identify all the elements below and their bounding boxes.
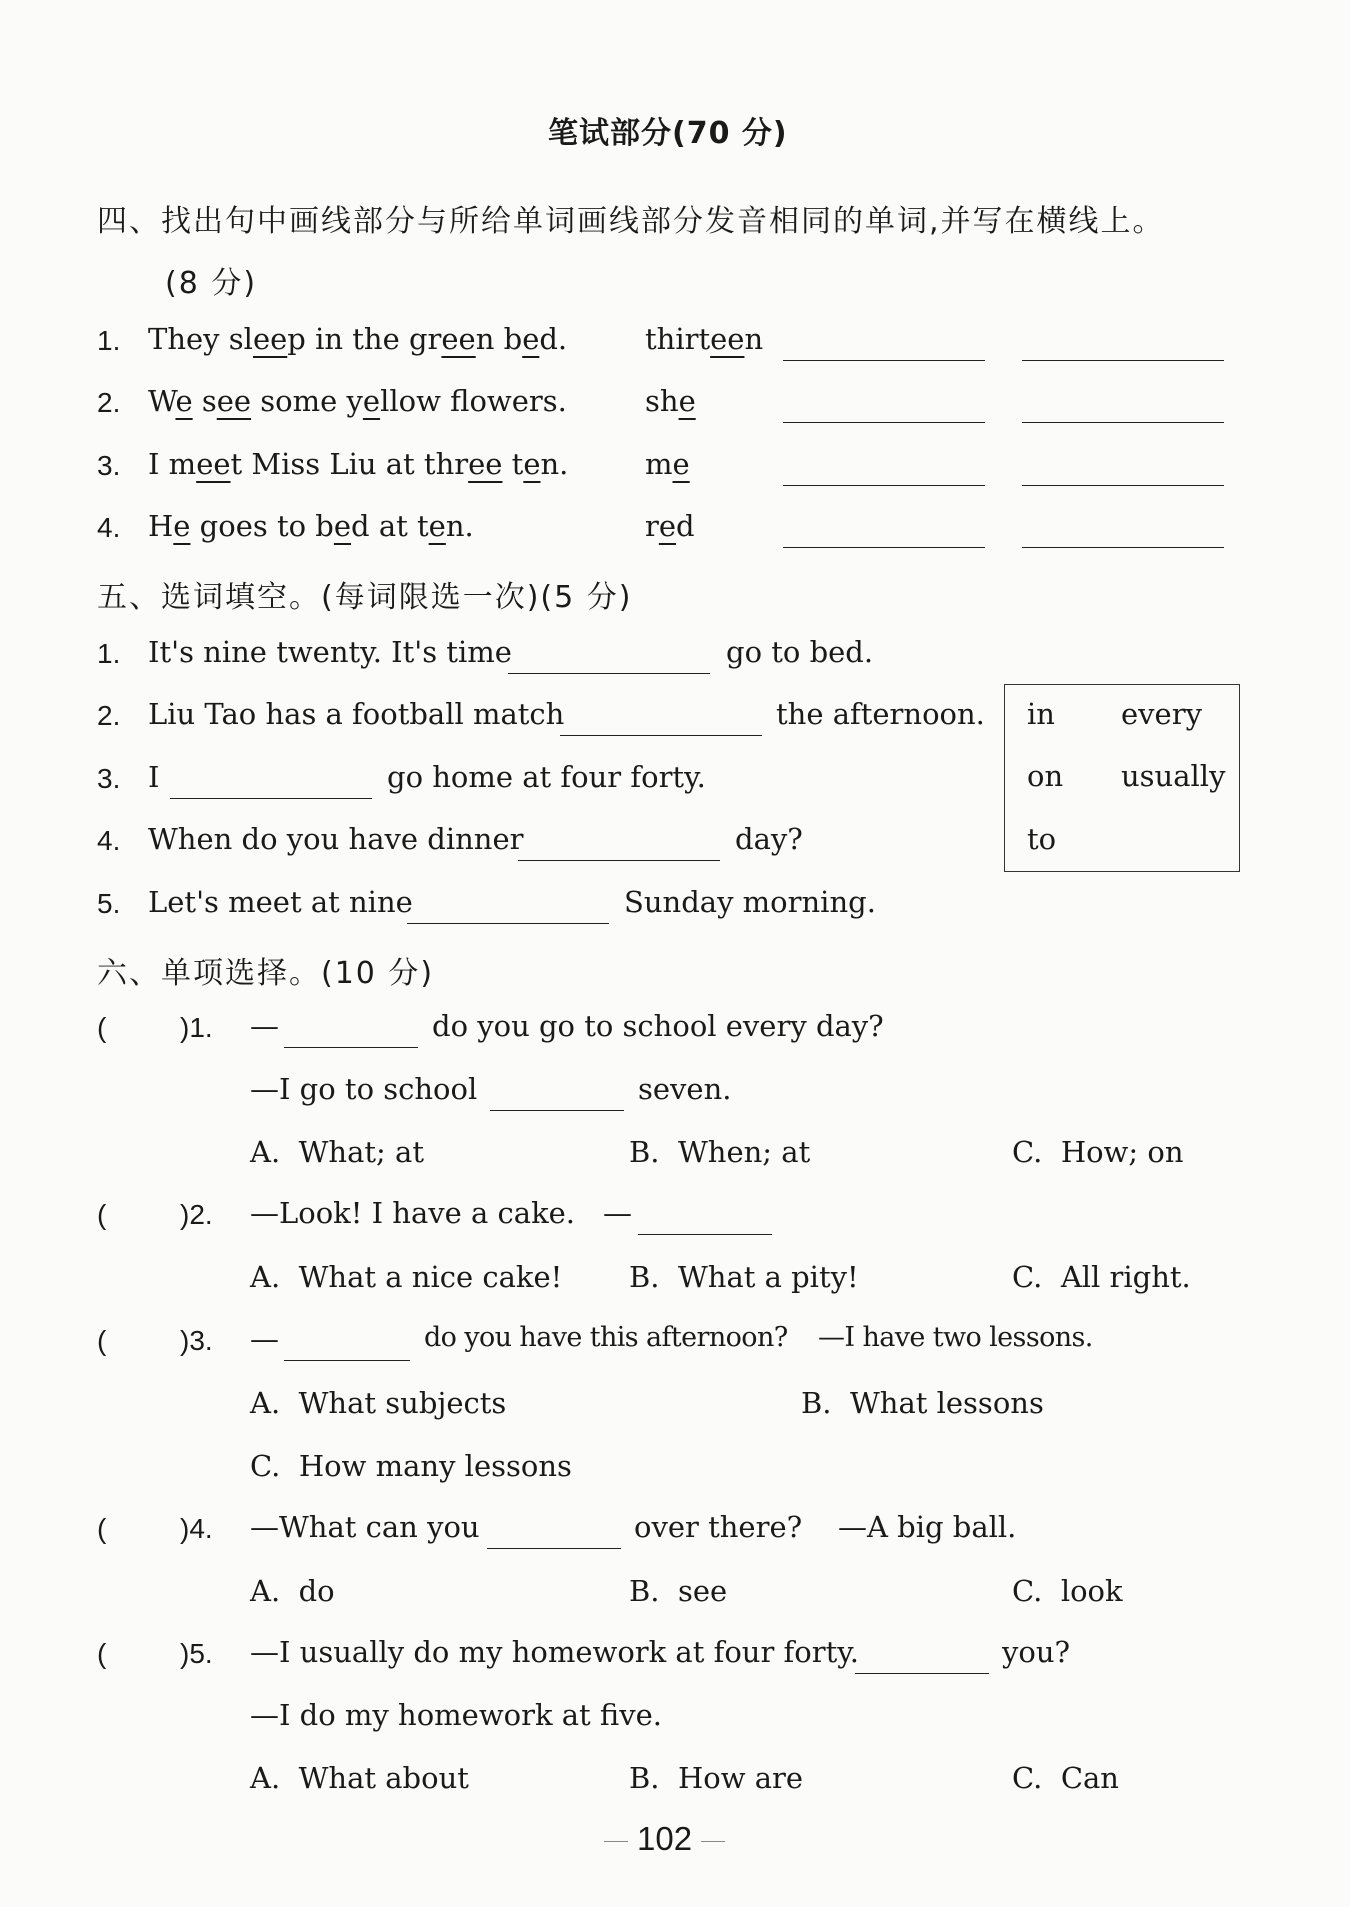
- question-text: do you go to school every day?: [432, 1009, 884, 1043]
- page-title: 笔试部分(70 分): [548, 116, 788, 151]
- answer-paren[interactable]: (: [97, 1638, 107, 1669]
- answer-paren[interactable]: (: [97, 1199, 107, 1230]
- question-blank[interactable]: [855, 1673, 989, 1674]
- answer-paren[interactable]: (: [97, 1012, 107, 1043]
- item-number: 3.: [97, 763, 121, 794]
- sentence-before: Let's meet at nine: [148, 885, 413, 919]
- option-a[interactable]: A. What subjects: [250, 1386, 507, 1420]
- section-4-heading: 四、找出句中画线部分与所给单词画线部分发音相同的单词,并写在横线上。: [97, 204, 1165, 239]
- option-b[interactable]: B. What lessons: [801, 1386, 1044, 1420]
- item-number: 4.: [97, 825, 121, 856]
- word-option: to: [1027, 822, 1057, 856]
- answer-blank-1[interactable]: [783, 547, 985, 548]
- question-text: —I do my homework at five.: [250, 1698, 663, 1732]
- option-c[interactable]: C. All right.: [1012, 1260, 1191, 1294]
- given-word: she: [645, 384, 696, 418]
- item-number: 3.: [97, 450, 121, 481]
- sentence: He goes to bed at ten.: [148, 509, 474, 543]
- option-a[interactable]: A. do: [250, 1574, 335, 1608]
- item-number: 2.: [97, 387, 121, 418]
- sentence: We see some yellow flowers.: [148, 384, 567, 418]
- option-c[interactable]: C. How many lessons: [250, 1449, 572, 1483]
- fill-blank-4[interactable]: [518, 860, 720, 861]
- answer-blank-2[interactable]: [1022, 360, 1224, 361]
- sentence-after: go to bed.: [726, 635, 874, 669]
- word-option: on: [1027, 759, 1064, 793]
- word-option: in: [1027, 697, 1055, 731]
- option-a[interactable]: A. What about: [250, 1761, 469, 1795]
- section-6-heading: 六、单项选择。(10 分): [97, 956, 435, 991]
- word-option: usually: [1121, 759, 1226, 793]
- option-c[interactable]: C. Can: [1012, 1761, 1119, 1795]
- word-box: [1004, 684, 1240, 872]
- fill-blank-1[interactable]: [508, 673, 710, 674]
- answer-blank-1[interactable]: [783, 422, 985, 423]
- option-a[interactable]: A. What a nice cake!: [250, 1260, 563, 1294]
- option-a[interactable]: A. What; at: [250, 1135, 424, 1169]
- sentence: I meet Miss Liu at three ten.: [148, 447, 569, 481]
- question-text: —: [603, 1196, 632, 1230]
- page-number-dash-right: [701, 1841, 725, 1842]
- question-text: —: [250, 1009, 279, 1043]
- item-number: 4.: [97, 512, 121, 543]
- item-number: 1.: [97, 638, 121, 669]
- option-c[interactable]: C. How; on: [1012, 1135, 1184, 1169]
- question-text: —A big ball.: [838, 1510, 1017, 1544]
- item-number: 5.: [97, 888, 121, 919]
- question-blank[interactable]: [487, 1548, 621, 1549]
- question-number: )5.: [180, 1638, 213, 1669]
- answer-blank-2[interactable]: [1022, 547, 1224, 548]
- answer-paren[interactable]: (: [97, 1325, 107, 1356]
- answer-paren[interactable]: (: [97, 1513, 107, 1544]
- sentence-after: day?: [735, 822, 803, 856]
- item-number: 2.: [97, 700, 121, 731]
- sentence: They sleep in the green bed.: [148, 322, 568, 356]
- sentence-before: Liu Tao has a football match: [148, 697, 565, 731]
- question-text: —I usually do my homework at four forty.: [250, 1635, 859, 1669]
- option-b[interactable]: B. What a pity!: [629, 1260, 859, 1294]
- question-number: )3.: [180, 1325, 213, 1356]
- option-c[interactable]: C. look: [1012, 1574, 1123, 1608]
- option-b[interactable]: B. How are: [629, 1761, 804, 1795]
- section-5-heading: 五、选词填空。(每词限选一次)(5 分): [97, 580, 633, 615]
- question-blank[interactable]: [284, 1360, 410, 1361]
- answer-blank-2[interactable]: [1022, 422, 1224, 423]
- sentence-after: go home at four forty.: [387, 760, 706, 794]
- question-number: )2.: [180, 1199, 213, 1230]
- question-text: over there?: [634, 1510, 803, 1544]
- fill-blank-3[interactable]: [170, 798, 372, 799]
- question-number: )4.: [180, 1513, 213, 1544]
- answer-blank-2[interactable]: [1022, 485, 1224, 486]
- sentence-after: the afternoon.: [776, 697, 985, 731]
- answer-blank-1[interactable]: [783, 360, 985, 361]
- given-word: me: [645, 447, 690, 481]
- question-number: )1.: [180, 1012, 213, 1043]
- question-text: —Look! I have a cake.: [250, 1196, 576, 1230]
- question-blank[interactable]: [638, 1234, 772, 1235]
- question-text: do you have this afternoon?: [424, 1322, 788, 1353]
- question-text: —: [250, 1322, 279, 1356]
- question-text: —I go to school: [250, 1072, 478, 1106]
- sentence-before: I: [148, 760, 160, 794]
- question-blank[interactable]: [284, 1047, 418, 1048]
- answer-blank-1[interactable]: [783, 485, 985, 486]
- question-text: seven.: [638, 1072, 732, 1106]
- fill-blank-5[interactable]: [407, 923, 609, 924]
- question-text: you?: [1002, 1635, 1071, 1669]
- page-number: 102: [637, 1820, 693, 1857]
- option-b[interactable]: B. When; at: [629, 1135, 811, 1169]
- question-text: —I have two lessons.: [818, 1322, 1093, 1353]
- sentence-after: Sunday morning.: [624, 885, 876, 919]
- section-4-points: (8 分): [165, 266, 258, 301]
- given-word: thirteen: [645, 322, 764, 356]
- word-option: every: [1121, 697, 1202, 731]
- page-number-dash-left: [604, 1841, 628, 1842]
- fill-blank-2[interactable]: [560, 735, 762, 736]
- sentence-before: It's nine twenty. It's time: [148, 635, 512, 669]
- given-word: red: [645, 509, 695, 543]
- question-blank[interactable]: [490, 1110, 624, 1111]
- question-text: —What can you: [250, 1510, 480, 1544]
- sentence-before: When do you have dinner: [148, 822, 524, 856]
- item-number: 1.: [97, 325, 121, 356]
- option-b[interactable]: B. see: [629, 1574, 728, 1608]
